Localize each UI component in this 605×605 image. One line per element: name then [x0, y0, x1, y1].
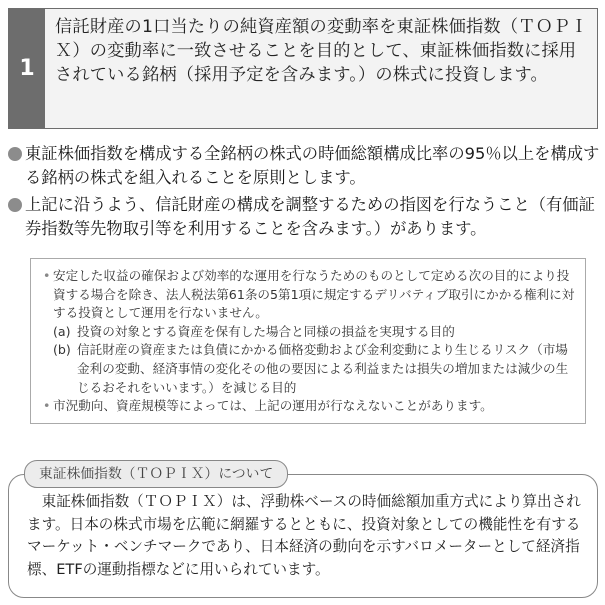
about-body: 東証株価指数（ＴＯＰＩＸ）は、浮動株ベースの時価総額加重方式により算出されます。日本の株式市場を広範に網羅するとともに、投資対象としての機能性を有するマーケット・ベンチマークであり、日本経済の動向を示すバロメーターとして経済指標、ETFの運動指標などに用いられています。 [27, 493, 581, 578]
note-bullet-icon: • [43, 398, 51, 414]
note-item [43, 323, 579, 342]
about-tag: 東証株価指数（ＴＯＰＩＸ）について [24, 460, 288, 488]
note-item-label: (a) [53, 323, 71, 339]
bullet-dot-icon [8, 198, 22, 212]
policy-text: 信託財産の1口当たりの純資産額の変動率を東証株価指数（ＴＯＰＩＸ）の変動率に一致させることを目的として、東証株価指数に採用されている銘柄（採用予定を含みます。）の株式に投資します。 [55, 17, 588, 85]
policy-box [8, 8, 598, 129]
note-bullet-icon: • [43, 268, 51, 283]
bullet-list [8, 142, 602, 241]
about-box [8, 474, 598, 598]
note-box [30, 258, 586, 424]
note-intro [43, 267, 579, 323]
list-item [8, 142, 602, 190]
note-item-text: 投資の対象とする資産を保有した場合と同様の損益を実現する目的 [77, 323, 455, 339]
note-item-text: 信託財産の資産または負債にかかる価格変動および金利変動により生じるリスク（市場金利の変動、経済事情の変化その他の要因による利益または損失の増加または減少の生じるおそれをいいます。）を減じる目的 [77, 342, 569, 395]
note-intro-text: 安定した収益の確保および効率的な運用を行なうためのものとして定める次の目的により投資する場合を除き、法人税法第61条の5第1項に規定するデリバティブ取引にかかる権利に対する投資として運用を行ないません。 [53, 268, 575, 321]
bullet-text: 東証株価指数を構成する全銘柄の株式の時価総額構成比率の95％以上を構成する銘柄の株式を組入れることを原則とします。 [25, 144, 600, 187]
note-footer-text: 市況動向、資産規模等によっては、上記の運用が行なえないことがあります。 [53, 398, 493, 414]
note-item [43, 341, 579, 397]
list-item [8, 193, 602, 241]
bullet-dot-icon [8, 147, 22, 161]
bullet-text: 上記に沿うよう、信託財産の構成を調整するための指図を行なうこと（有価証券指数等先物取引等を利用することを含みます。）があります。 [25, 195, 595, 238]
policy-number: 1 [9, 9, 45, 128]
note-footer [43, 397, 579, 416]
note-item-label: (b) [53, 342, 71, 358]
